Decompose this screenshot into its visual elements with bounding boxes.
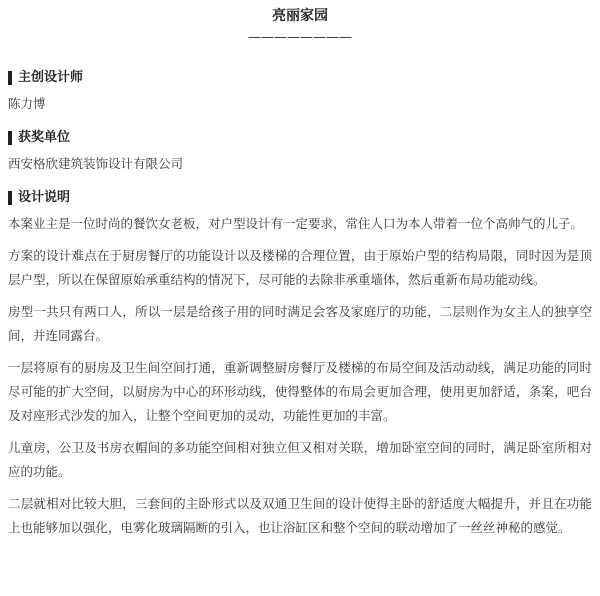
description-paragraph: 一层将原有的厨房及卫生间空间打通，重新调整厨房餐厅及楼梯的布局空间及活动动线，满足功能的同时尽可能的扩大空间，以厨房为中心的环形动线，使得整体的布局会更加合理，使用更加舒适，条案，吧台及对座形式沙发的加入，让整个空间更加的灵动，功能性更加的丰富。 — [8, 360, 592, 423]
description-heading-label: 设计说明 — [18, 190, 71, 205]
award-heading-label: 获奖单位 — [18, 130, 71, 145]
heading-bar-icon — [8, 131, 12, 145]
description-paragraph: 二层就相对比较大胆，三套间的主卧形式以及双通卫生间的设计使得主卧的舒适度大幅提升，并且在功能上也能够加以强化，电雾化玻璃隔断的引入，也让浴缸区和整个空间的联动增加了一丝丝神秘的感觉。 — [8, 496, 592, 535]
article-title: 亮丽家园 — [272, 8, 328, 24]
designer-heading-label: 主创设计师 — [18, 70, 84, 85]
award-heading — [8, 128, 592, 148]
article — [0, 6, 600, 540]
description-paragraph: 儿童房，公卫及书房衣帽间的多功能空间相对独立但又相对关联，增加卧室空间的同时，满足卧室所相对应的功能。 — [8, 440, 592, 479]
description-paragraph: 方案的设计难点在于厨房餐厅的功能设计以及楼梯的合理位置，由于原始户型的结构局限，同时因为是顶层户型，所以在保留原始承重结构的情况下，尽可能的去除非承重墙体，然后重新布局功能动线。 — [8, 248, 592, 287]
award-company: 西安格欣建筑装饰设计有限公司 — [8, 156, 184, 171]
description-paragraph: 本案业主是一位时尚的餐饮女老板，对户型设计有一定要求，常住人口为本人带着一位个高帅气的儿子。 — [8, 216, 584, 231]
designer-heading — [8, 68, 592, 88]
description-heading — [8, 188, 592, 208]
heading-bar-icon — [8, 71, 12, 85]
description-paragraph: 房型一共只有两口人，所以一层是给孩子用的同时满足会客及家庭厅的功能，二层则作为女主人的独享空间，并连同露台。 — [8, 304, 592, 343]
heading-bar-icon — [8, 191, 12, 205]
designer-name: 陈力博 — [8, 96, 46, 111]
title-underline: ———————— — [248, 30, 352, 45]
